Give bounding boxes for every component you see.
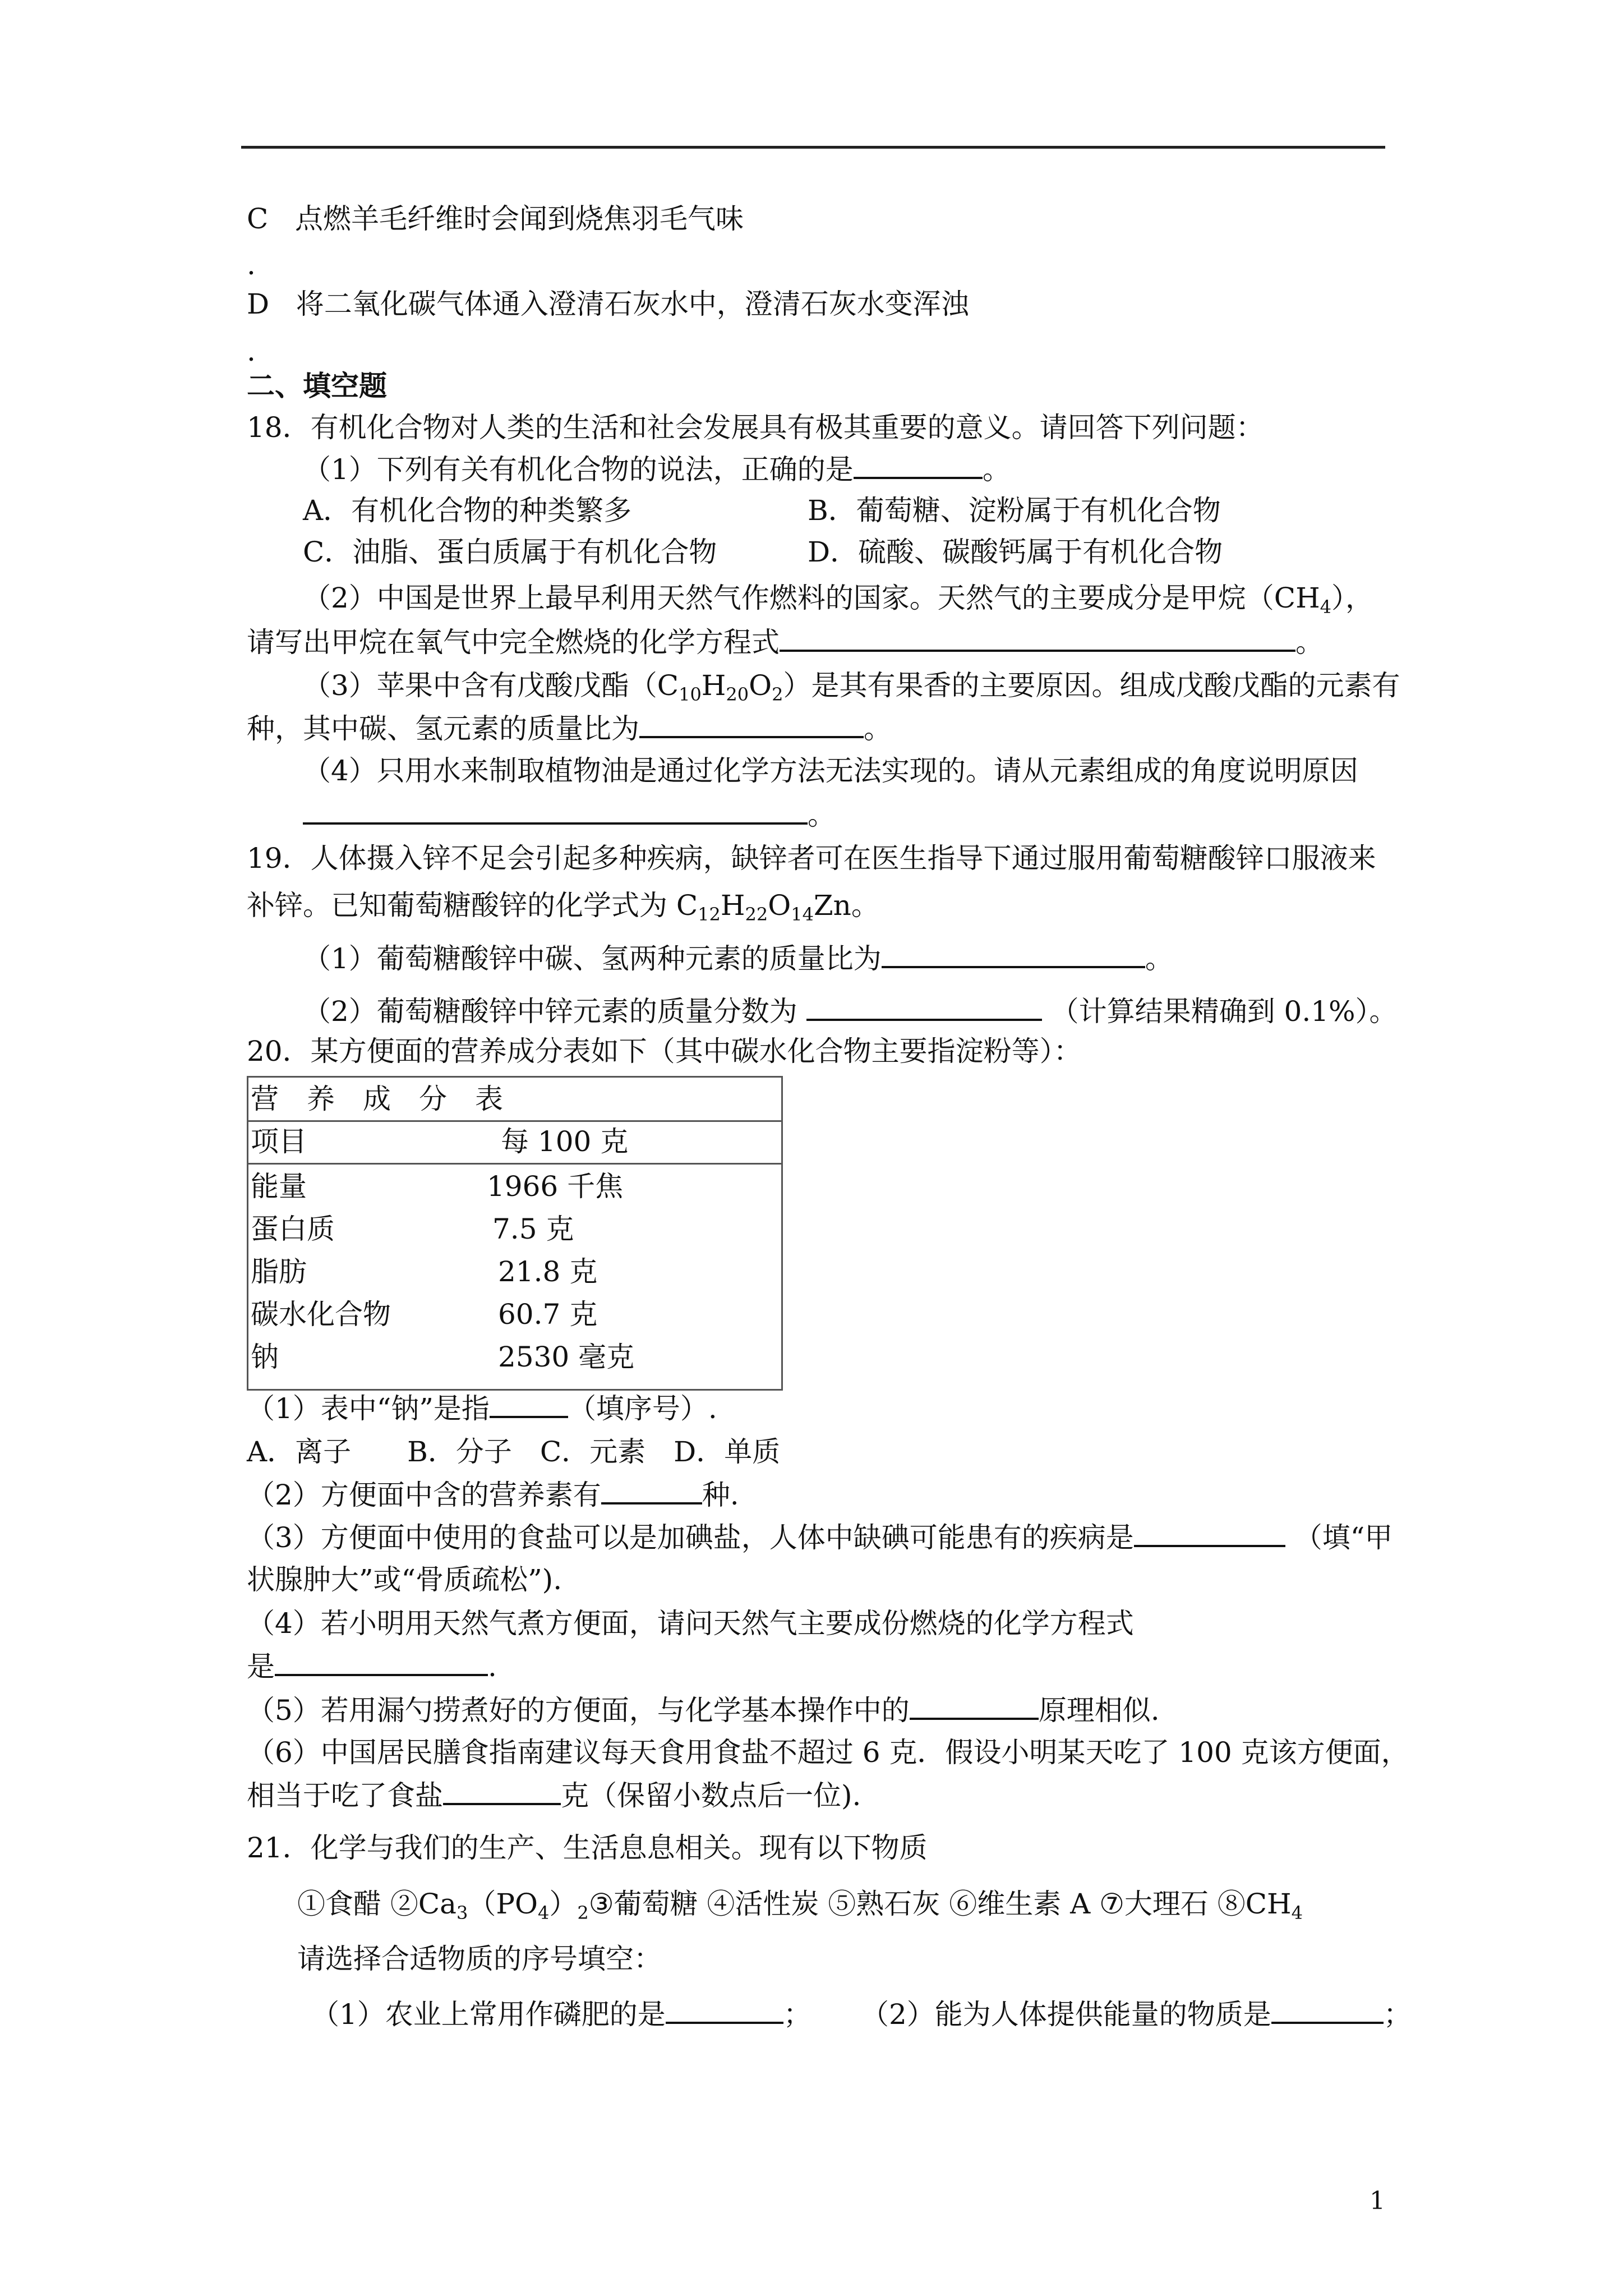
q20-part6-line2: 相当于吃了食盐 克（保留小数点后一位). xyxy=(247,1777,861,1814)
table-row: 能量 1966 千焦 xyxy=(251,1170,624,1203)
table-row: 蛋白质 7.5 克 xyxy=(251,1213,574,1245)
table-header-row: 项目 每 100 克 xyxy=(251,1125,629,1158)
table-row: 碳水化合物 60.7 克 xyxy=(251,1298,598,1331)
q21-stem: 21．化学与我们的生产、生活息息相关。现有以下物质 xyxy=(247,1832,928,1864)
q18-option-c: C．油脂、蛋白质属于有机化合物 xyxy=(303,536,717,568)
answer-blank[interactable] xyxy=(639,710,864,738)
q18-part1: （1）下列有关有机化合物的说法，正确的是 。 xyxy=(303,451,1011,487)
q18-part2-line1: （2）中国是世界上最早利用天然气作燃料的国家。天然气的主要成分是甲烷$(CH_4)$， xyxy=(303,582,1374,618)
answer-blank[interactable] xyxy=(806,993,1042,1021)
answer-blank[interactable] xyxy=(1134,1519,1285,1547)
answer-blank[interactable] xyxy=(1271,1996,1384,2024)
q18-option-d: D．硫酸、碳酸钙属于有机化合物 xyxy=(808,536,1223,568)
q18-stem: 18．有机化合物对人类的生活和社会发展具有极其重要的意义。请回答下列问题： xyxy=(247,411,1264,444)
q20-part3-line1: （3）方便面中使用的食盐可以是加碘盐，人体中缺碘可能患有的疾病是 （填“甲 xyxy=(247,1519,1393,1556)
answer-blank[interactable] xyxy=(666,1996,783,2024)
q18-part2-line2: 请写出甲烷在氧气中完全燃烧的化学方程式 。 xyxy=(247,624,1324,660)
q20-part1: （1）表中“钠”是指 （填序号）. xyxy=(247,1390,717,1427)
q19-stem-line2: 补锌。已知葡萄糖酸锌的化学式为 $C_{12}H_{22}O_{14}Zn$。 xyxy=(247,889,879,925)
q21-part2: （2）能为人体提供能量的物质是 ； xyxy=(861,1996,1412,2032)
q20-part2: （2）方便面中含的营养素有 种. xyxy=(247,1476,739,1513)
q20-part4-line2: 是 . xyxy=(247,1648,497,1685)
option-c: C 点燃羊毛纤维时会闻到烧焦羽毛气味 xyxy=(247,203,744,235)
option-c-dot: . xyxy=(247,249,256,281)
q18-option-b: B．葡萄糖、淀粉属于有机化合物 xyxy=(808,494,1221,527)
q18-option-a: A．有机化合物的种类繁多 xyxy=(303,494,632,527)
q18-part3-line1: （3）苹果中含有戊酸戊酯$(C_{10}H_{20}O_2)$是其有果香的主要原因。组成戊酸戊酯的元素有 xyxy=(303,669,1400,705)
answer-blank[interactable] xyxy=(854,451,983,479)
answer-blank[interactable] xyxy=(443,1777,561,1805)
answer-blank[interactable] xyxy=(303,797,808,825)
q18-part3-line2: 种，其中碳、氢元素的质量比为 。 xyxy=(247,710,892,747)
q18-part4-line1: （4）只用水来制取植物油是通过化学方法无法实现的。请从元素组成的角度说明原因 xyxy=(303,754,1358,787)
q20-options: A．离子 B．分子 C．元素 D．单质 xyxy=(247,1435,781,1468)
option-d-dot: . xyxy=(247,335,256,367)
q20-part3-line2: 状腺肿大”或“骨质疏松”). xyxy=(247,1563,562,1596)
q20-part5: （5）若用漏勺捞煮好的方便面，与化学基本操作中的 原理相似. xyxy=(247,1692,1160,1728)
answer-blank[interactable] xyxy=(490,1390,568,1418)
q19-part2: （2）葡萄糖酸锌中锌元素的质量分数为 （计算结果精确到 0.1%）。 xyxy=(303,993,1398,1029)
q21-substance-list: ①食醋 $②Ca_3(PO_4)_2③$葡萄糖 ④活性炭 ⑤熟石灰 ⑥维生素 A ⑦大理石 $⑧CH_4$ xyxy=(297,1888,1303,1924)
table-title-row: 营 养 成 分 表 xyxy=(251,1083,503,1115)
answer-blank[interactable] xyxy=(601,1476,702,1504)
table-divider xyxy=(248,1163,781,1165)
q21-part1: （1）农业上常用作磷肥的是 ； xyxy=(311,1996,811,2032)
nutrition-table xyxy=(247,1076,783,1391)
answer-blank[interactable] xyxy=(780,624,1295,652)
q19-part1: （1）葡萄糖酸锌中碳、氢两种元素的质量比为 。 xyxy=(303,940,1173,977)
q19-stem-line1: 19．人体摄入锌不足会引起多种疾病，缺锌者可在医生指导下通过服用葡萄糖酸锌口服液来 xyxy=(247,842,1376,875)
section-title: 二、填空题 xyxy=(247,369,387,402)
header-rule xyxy=(241,146,1385,149)
q20-part6-line1: （6）中国居民膳食指南建议每天食用食盐不超过 6 克．假设小明某天吃了 100 克该方便面， xyxy=(247,1736,1409,1769)
q20-part4-line1: （4）若小明用天然气煮方便面，请问天然气主要成份燃烧的化学方程式 xyxy=(247,1607,1134,1640)
table-row: 钠 2530 毫克 xyxy=(251,1341,635,1373)
page-number: 1 xyxy=(1370,2187,1385,2215)
table-row: 脂肪 21.8 克 xyxy=(251,1255,598,1288)
answer-blank[interactable] xyxy=(910,1692,1039,1720)
q18-part4-line2: 。 xyxy=(303,797,836,833)
q20-stem: 20．某方便面的营养成分表如下（其中碳水化合物主要指淀粉等）： xyxy=(247,1035,1082,1068)
option-d: D 将二氧化碳气体通入澄清石灰水中，澄清石灰水变浑浊 xyxy=(247,288,969,320)
answer-blank[interactable] xyxy=(275,1648,488,1676)
answer-blank[interactable] xyxy=(882,940,1145,968)
q21-instruction: 请选择合适物质的序号填空： xyxy=(297,1943,662,1975)
